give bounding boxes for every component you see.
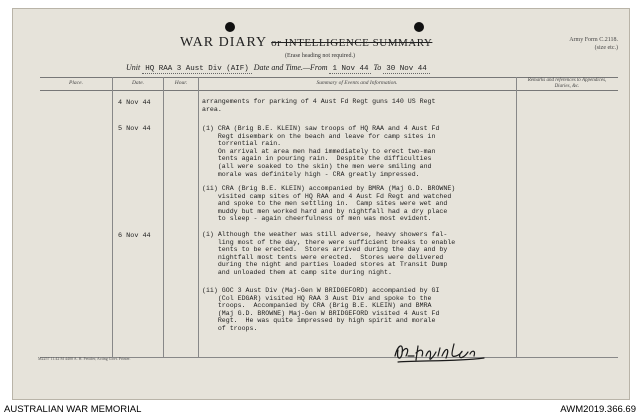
punch-hole-right [414, 22, 424, 32]
army-form-label [569, 36, 618, 52]
entry-date: 4 Nov 44 [118, 99, 151, 107]
caption-accession-number: AWM2019.366.69 [560, 404, 636, 415]
date-from: 1 Nov 44 [329, 65, 371, 74]
unit-label: Unit [126, 63, 141, 72]
entry-text: (ii) GOC 3 Aust Div (Maj-Gen W BRIDGEFORD) accompanied by GI (Col EDGAR) visited HQ RAA 3 Aust Div and spoke to the troops. Accompanied by CRA (Brig B.E. KLEIN) and BMRA (Maj G.D. BROWNE) Maj-Gen W BRIDGEFORD visited 4 Aust Fd Regt. He was quite impressed by high spirit and morale of troops. [202, 287, 440, 332]
column-divider [112, 77, 113, 357]
column-divider [516, 77, 517, 357]
column-header-date: Date. [131, 80, 145, 86]
entry-date: 5 Nov 44 [118, 125, 151, 133]
unit-line [126, 63, 430, 73]
column-header-remarks: Remarks and references to Appendices, Diaries, &c. [527, 78, 607, 89]
column-divider [163, 77, 164, 357]
date-to: 30 Nov 44 [383, 65, 430, 74]
document-title [180, 35, 432, 51]
printer-line: M2257 11.42 M 4400 A. H. Pettifer, Acting Govt. Printer. [38, 356, 131, 361]
column-header-place: Place. [69, 80, 83, 86]
title-struck: or INTELLIGENCE SUMMARY [271, 37, 433, 49]
column-header-hour: Hour. [174, 80, 188, 86]
entry-text: (i) Although the weather was still adverse, heavy showers fal- ling most of the day, there were sufficient breaks to enable tents to be erected. Stores arrived during the day and by nightfall most tents were erected. Stores were delivered during the night and parties loaded stores at Transit Dump and unloaded them at camp site during night. [202, 231, 456, 276]
column-header-summary: Summary of Events and Information. [316, 80, 398, 86]
unit-value: HQ RAA 3 Aust Div (AIF) [142, 65, 252, 74]
signature-image [392, 336, 492, 366]
entry-text: arrangements for parking of 4 Aust Fd Regt guns 140 US Regt area. [202, 98, 436, 113]
caption-institution: AUSTRALIAN WAR MEMORIAL [4, 404, 142, 415]
punch-hole-left [225, 22, 235, 32]
date-to-label: To [373, 63, 382, 72]
column-divider [198, 77, 199, 357]
date-label: Date and Time.—From [253, 63, 328, 72]
erase-note: (Erase heading not required.) [285, 53, 355, 59]
entry-date: 6 Nov 44 [118, 232, 151, 240]
entry-text: (ii) CRA (Brig B.E. KLEIN) accompanied by BMRA (Maj G.D. BROWNE) visited camp sites of HQ RAA and 4 Aust Fd Regt and watched and spoke to the men settling in. Camp sites were wet and muddy but men worked hard and by nightfall had a dry place to sleep - again cheerfulness of men was most evident. [202, 185, 456, 223]
army-form-sub: (size etc.) [594, 45, 618, 51]
title-main: WAR DIARY [180, 35, 267, 50]
army-form-number: Army Form C.2118. [569, 37, 618, 43]
entry-text: (1) CRA (Brig B.E. KLEIN) saw troops of HQ RAA and 4 Aust Fd Regt disembark on the beach and leave for camp sites in torrential rain. On arrival at area men had immediately to erect two-man tents again in pouring rain. Despite the difficulties (all were soaked to the skin) the men were smiling and morale was definitely high - CRA greatly impressed. [202, 125, 440, 178]
